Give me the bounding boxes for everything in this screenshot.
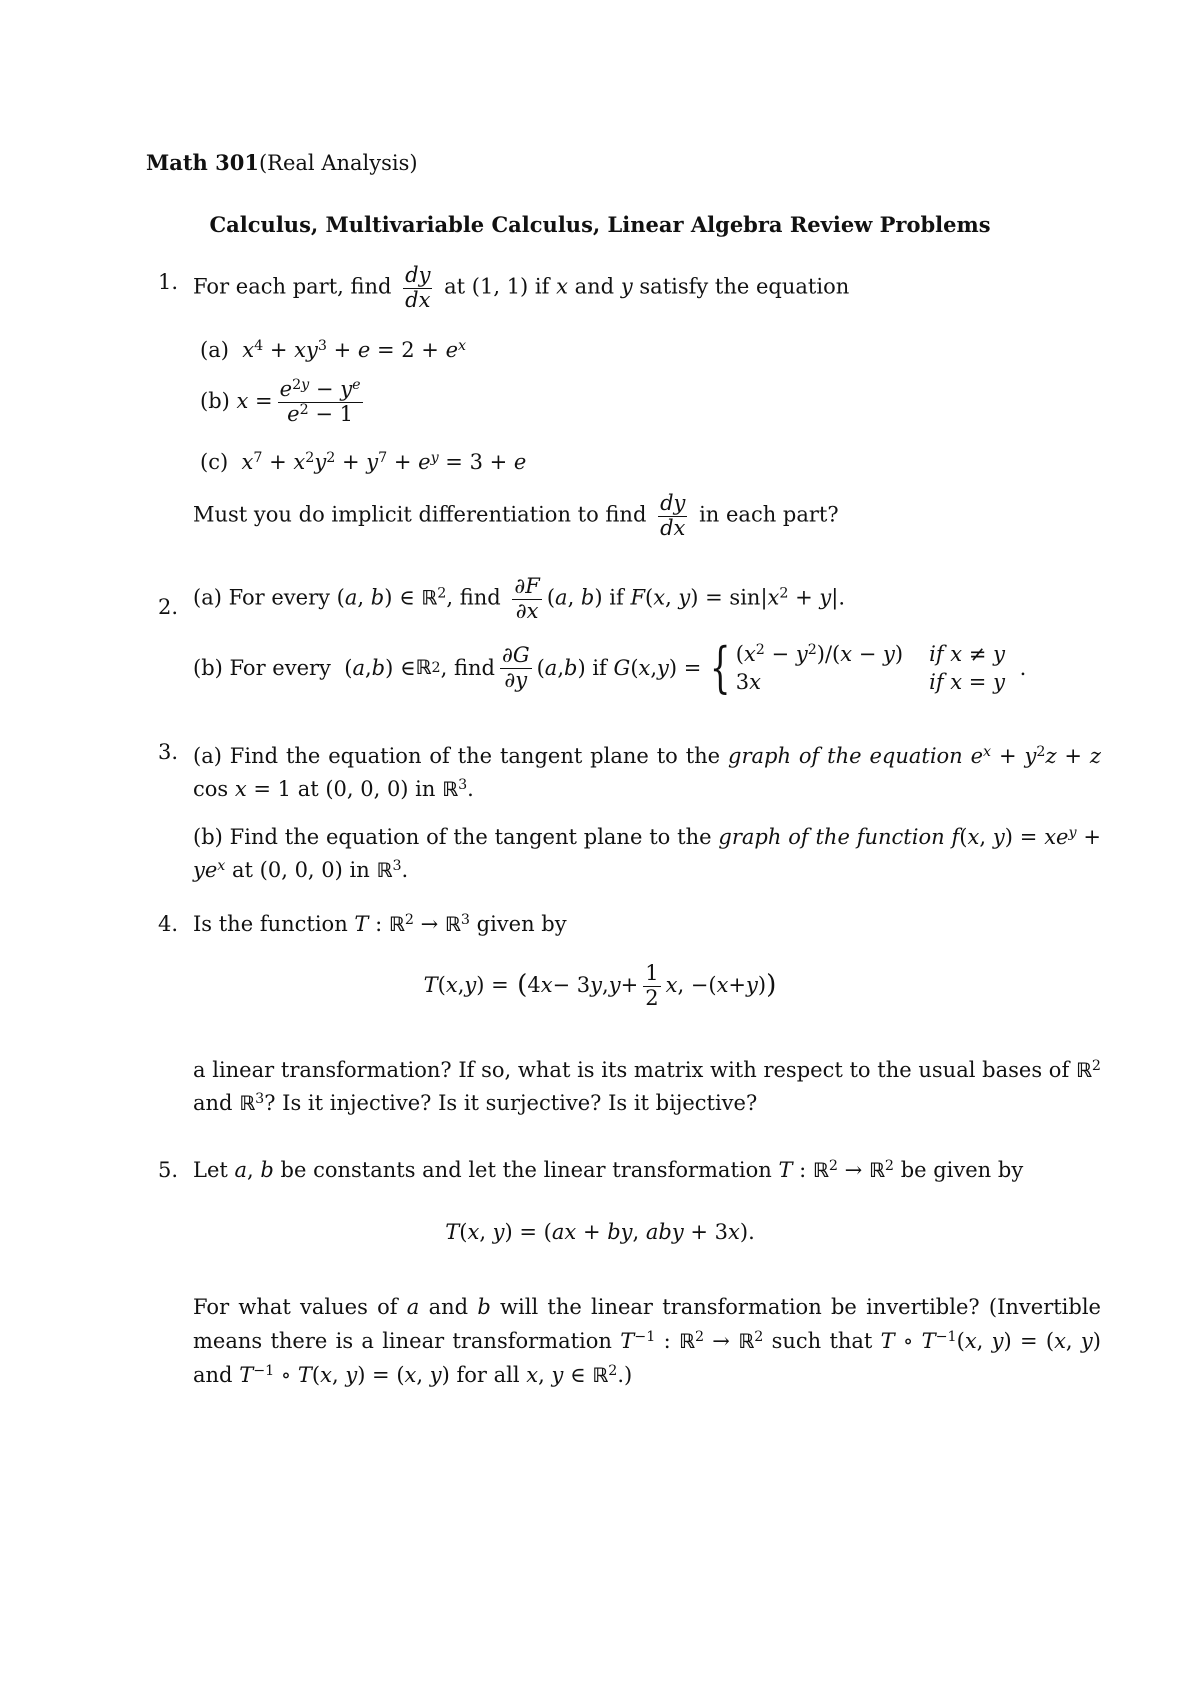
problem-3b: (b) Find the equation of the tangent plane to the graph of the function f(x, $y) = xe^y + ye^x$ at (0, 0, 0) in ℝ$^3$. <box>193 825 1101 882</box>
problem-number: 1. <box>158 270 179 294</box>
page-title: Calculus, Multivariable Calculus, Linear Algebra Review Problems <box>209 212 991 237</box>
part-b-equation: (b) x = $\frac{e^{2y} - y^e}{e^2 - 1}$ <box>200 377 361 426</box>
part-c-equation: (c) $x^7 + x^2y^2 + y^7 + e^y = 3 + e$ <box>200 450 527 474</box>
problem-number: 4. <box>158 912 179 936</box>
problem-2b: (b) For every ( a , b ) ∈ ℝ 2 , find $\frac{\partial G}{\partial y}$ ( a , b ) if G ( x , y ) = { $(x^2 - y^2)/(x - y)$ if x ≠ y 3x if x = y . <box>193 636 1027 700</box>
problem-4-question: a linear transformation? If so, what is its matrix with respect to the usual bases of ℝ$^2$ and ℝ$^3$? Is it injective? Is it surjective? Is it bijective? <box>193 1058 1101 1115</box>
part-a-equation: (a) $x^4 + xy^3 + e = 2 + e^x$ <box>200 338 467 362</box>
problem-5-question: For what values of a and b will the linear transformation be invertible? (Invertible means there is a linear transformation $T^{-1}$ : ℝ$^2$ → ℝ$^2$ such that T ∘ $T^{-1}(x$, y) = (x, y) and $T^{-1}$ ∘ T(x, y) = (x, y) for all x, y ∈ ℝ$^2$.) <box>193 1295 1101 1388</box>
problem-1-intro: For each part, find $\frac{dy}{dx}$ at (1, 1) if x and y satisfy the equation <box>193 263 850 312</box>
problem-5-formula: T(x, y) = (ax + by, aby + 3x). <box>445 1220 755 1244</box>
problem-2a: (a) For every (a, b) ∈ ℝ$^2$, find $\frac{\partial F}{\partial x}$ (a, b) if F(x, $y) = \sin|x^2 + y|$. <box>193 574 846 623</box>
course-heading <box>146 150 418 176</box>
problem-4-formula: T ( x , y ) = ( 4 x − 3 y , y + $\frac{1}{2}$ x , −( x + y ) ) <box>423 961 777 1010</box>
problem-1-question: Must you do implicit differentiation to find $\frac{dy}{dx}$ in each part? <box>193 491 839 540</box>
piecewise-cases: $(x^2 - y^2)/(x - y)$ if x ≠ y 3x if x = y <box>735 642 1005 695</box>
problem-3a: (a) Find the equation of the tangent plane to the graph of the equation $e^x + y^2z + z$ cos x = 1 at (0, 0, 0) in ℝ$^3$. <box>193 744 1101 801</box>
dy-dx-fraction: $\frac{dy}{dx}$ <box>405 263 431 312</box>
problem-4-intro: Is the function T : ℝ$^2$ → ℝ$^3$ given by <box>193 912 567 936</box>
problem-number: 5. <box>158 1158 179 1182</box>
course-code: Math 301 <box>146 150 259 175</box>
problem-number: 3. <box>158 740 179 764</box>
problem-5-intro: Let a, b be constants and let the linear transformation T : ℝ$^2$ → ℝ$^2$ be given by <box>193 1158 1024 1182</box>
problem-number: 2. <box>158 595 179 619</box>
course-name: (Real Analysis) <box>258 151 418 175</box>
